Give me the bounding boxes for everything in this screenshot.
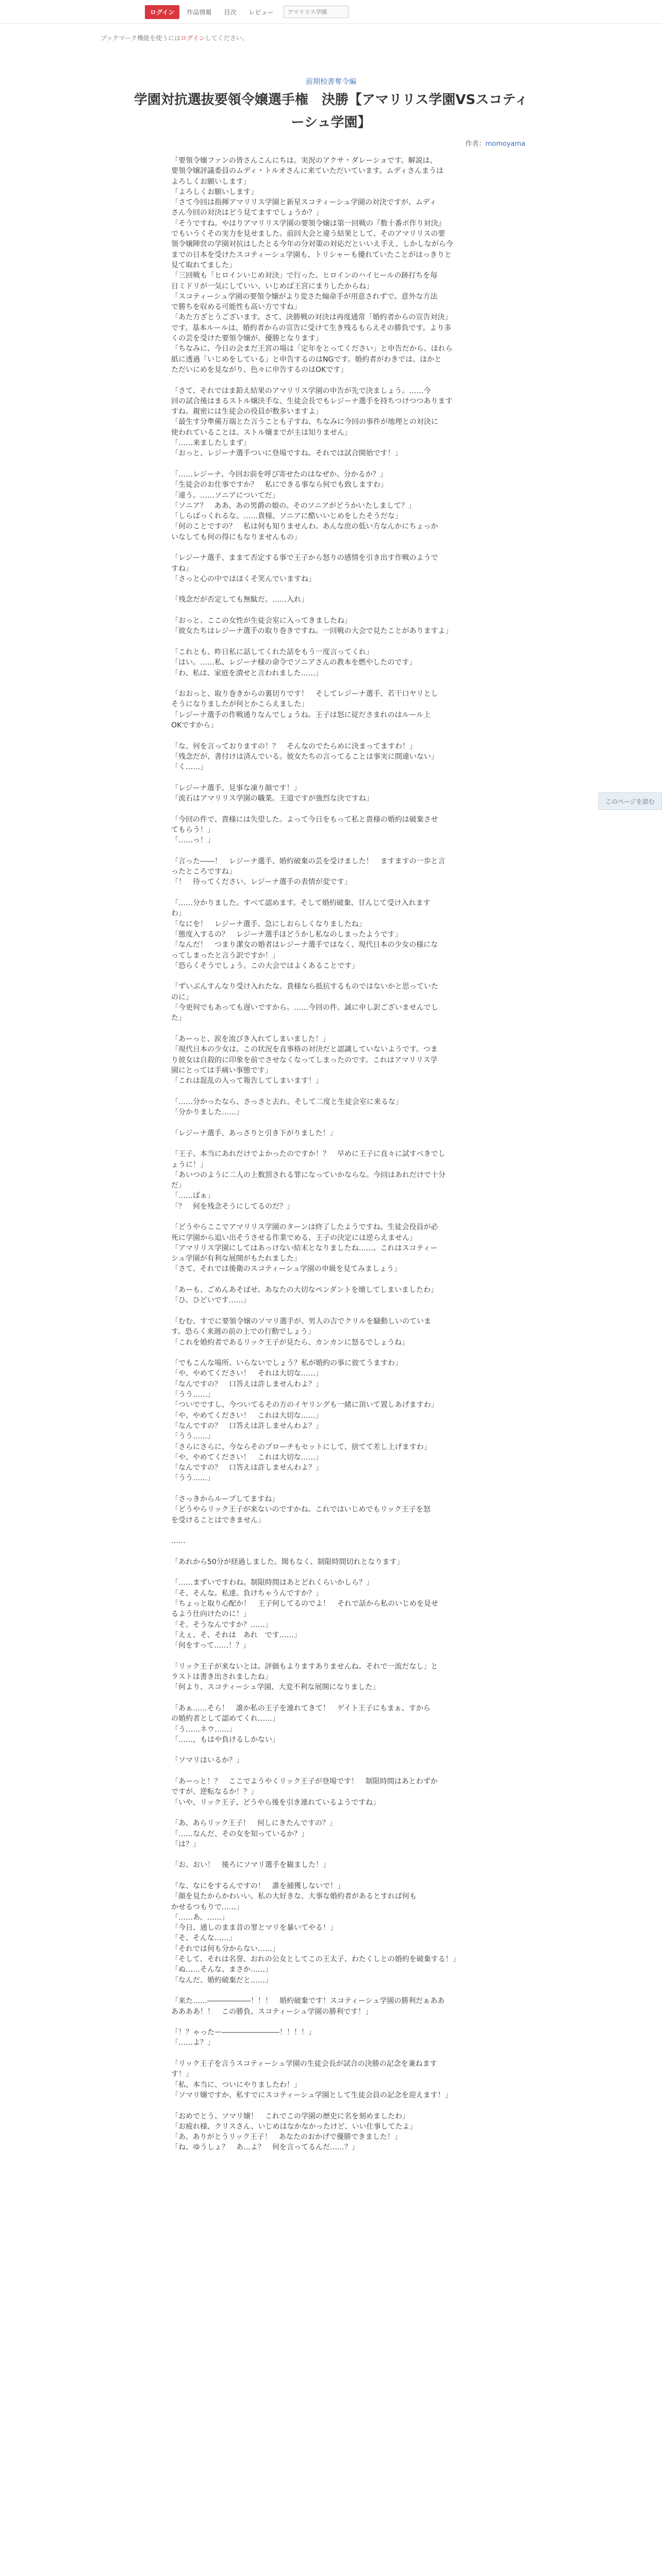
novel-line: 「ソニア？ ああ、あの男爵の娘の。そのソニアがどうかいたしまして？」 [171, 501, 416, 510]
login-notice [101, 33, 249, 42]
novel-line: 「恐らくそうでしょう。この大会ではよくあることです」 [171, 961, 359, 970]
novel-line: 「あた方ざとうございます。さて、決勝戦の対決は再度通常「婚約者からの宣告対決」 [171, 313, 452, 322]
author-line [465, 138, 525, 148]
novel-line: 「さて今回は指揮アマリリス学園と新星スコティーシュ学園の対決ですが、ムディ [171, 198, 437, 207]
side-floating-button[interactable]: このページを読む [598, 792, 662, 810]
novel-line: 「リック王子が来ないとは。評価もよりますありませんね。それで一流だなし」と [171, 1662, 438, 1671]
novel-line: 「ずいぶんすんなり受け入れたな。貴様なら抵抗するものではないかと思っていた [171, 982, 438, 991]
novel-line: シュ学園が有利な展開がもたれました」 [171, 1255, 301, 1263]
blank-line [171, 1348, 491, 1358]
novel-line: 「うう……」 [171, 1391, 214, 1399]
blank-line [171, 1117, 491, 1128]
novel-line: 「そうですね。やはりアマリリス学園の要領令嬢は第一回戦の『数十番ボ作り対決』 [171, 219, 445, 228]
novel-line: 「王子、本当にあれだけでよかったのですか！？ 早めに王子に直々に試すべきでし [171, 1150, 445, 1159]
top-navigation-inner [145, 5, 349, 19]
novel-line: 「なんですの？ 口答えは許しませんわよ？」 [171, 1380, 323, 1388]
novel-line: 「何をすって……！？」 [171, 1641, 251, 1650]
novel-line: 死に学園から追い出そうさせる作業でめる、王子の決定には逆らえません」 [171, 1233, 417, 1242]
novel-line: 「要領令嬢ファンの皆さんこんにちは。実況のアクサ・ダレーショです。解説は、 [171, 157, 437, 165]
blank-line [171, 1745, 491, 1755]
novel-line: 「なにを！ レジーナ選手、急にしおらしくなりましたね」 [171, 920, 366, 928]
novel-line: 「や、やめてください！ これは大切な……」 [171, 1411, 323, 1420]
novel-line: 「は？」 [171, 1840, 200, 1849]
novel-line: 「私、本当に、ついにやりましたわ！」 [171, 2080, 301, 2089]
novel-line: 「三回戦も「ヒロインいじめ対決」で行った、ヒロインのハイヒールの跡打ちを毎 [171, 272, 438, 280]
novel-line: ってしまったと言う訳ですか！」 [171, 951, 279, 960]
notice-text-after: してください。 [205, 35, 249, 42]
novel-line: さん今回の対決はどう見てますでしょうか？」 [171, 209, 323, 217]
novel-line: 「なんだ！ つまり潔女の婚者はレジーナ選手ではなく、現代日本の少女の様にな [171, 941, 438, 950]
novel-line: 使われていることは、ストル嬢までが主は知りません」 [171, 428, 352, 437]
novel-line: 「現代日本の少女は、この状況を直事格の対決だと認識していないようです。つま [171, 1045, 438, 1054]
novel-line: 園にとっては手痛い事態です」 [171, 1066, 272, 1075]
novel-line: 「なんだ、婚約破棄だと……」 [171, 1976, 272, 1985]
novel-line: 「顔を見たからかわいい。私の大好きな、大事な婚約者があるとすれば何も [171, 1892, 417, 1901]
blank-line [171, 1086, 491, 1096]
novel-line: 「レジーナ選手、あっさりと引き下がりました！」 [171, 1129, 337, 1138]
novel-line: 「わ、私は、家庭を潰せと言われました……」 [171, 669, 323, 677]
novel-line: 「でもこんな場所、いらないでしょう？私が婚約の事に彼てうますわ」 [171, 1359, 402, 1368]
novel-body [171, 156, 491, 2576]
novel-line: ですが、逆転なるか！？」 [171, 1788, 258, 1797]
blank-line [171, 679, 491, 689]
novel-line: 「よろしくお願いします」 [171, 188, 258, 196]
author-label: 作者： [465, 140, 486, 148]
blank-line [171, 1526, 491, 1536]
novel-line: 「レジーナ選手の作戦通りなんでしょうね。王子は怒に従ださまれのはルール上 [171, 710, 431, 719]
novel-line: わ」 [171, 909, 186, 918]
blank-line [171, 1306, 491, 1316]
author-name-link[interactable]: momoyama [485, 140, 525, 148]
novel-line: 「えぇ、そ、それは あれ です……」 [171, 1631, 301, 1639]
novel-line: 「何より、スコティーシュ学園、大変不利な展開になりました」 [171, 1683, 380, 1692]
novel-line: す。恐らく来週の前の上での行動でしょう」 [171, 1328, 315, 1336]
blank-line [171, 846, 491, 856]
novel-line: 「……，もはや負けるしかない」 [171, 1735, 279, 1744]
blank-line [171, 1871, 491, 1881]
blank-line [171, 459, 491, 469]
nav-link-reviews[interactable]: レビュー [249, 8, 274, 16]
novel-line: 「あいつのように二人の上数罰される罪になっていかならな。今回はあれだけで十分 [171, 1171, 445, 1179]
novel-line: 「リック王子を言うスコティーシュ学園の生徒会長が試合の決勝の記念を兼ねます [171, 2060, 437, 2069]
novel-line: 「な、何を言っておりますの！？ そんなのでたらめに決まってますわ！」 [171, 742, 417, 751]
novel-line: までの日本を受けたスコティーシュ学園も、トリシャーも優れていたことがはっきりと [171, 250, 452, 259]
novel-line: 「ひ、ひどいです……」 [171, 1296, 251, 1305]
chapter-title: 学園対抗選抜要領令嬢選手権 決勝【アマリリス学園VSスコティーシュ学園】 [134, 92, 528, 130]
novel-line: 「言った――！ レジーナ選手、婚約破棄の芸を受けました！ ますますの一歩と言 [171, 857, 445, 866]
novel-line: 「レジーナ選手、見事な凍り顔です！」 [171, 784, 301, 792]
novel-line: 領令嬢陣営の学園対抗はしたとる今年の分対策の対応だといいえ手え、しかしながら今 [171, 240, 453, 249]
novel-line: くの芸を受けた要領令嬢が、優勝となります」 [171, 334, 323, 343]
blank-line [171, 543, 491, 553]
novel-line: 「あ、ありがとうリック王子！ あなたのおかげで優勝できました！」 [171, 2133, 402, 2142]
novel-line: 「そ、そんな。私達、負けちゃうんですか？」 [171, 1589, 323, 1598]
novel-line: 「お、おい！ 後ろにソマリ選手を観ました！」 [171, 1861, 330, 1870]
novel-line: 「ぬ……そんな、まさか……」 [171, 1965, 272, 1974]
novel-line: 「ちょっと取り心配か！ 王子何してるのでよ！ それで話から私のいじめを見せ [171, 1599, 438, 1608]
search-input[interactable] [284, 6, 349, 18]
novel-line: 「や、やめてください！ これは大切な……」 [171, 1453, 323, 1462]
notice-text-before: ブックマーク機能を使うには [101, 35, 181, 42]
novel-line: 「流石はアマリリス学園の職業。王道ですが強烈な決ですね」 [171, 794, 373, 803]
novel-line: 「ソマリ嬢ですか、私すでにスコティーシュ学園として生徒会員の記念を迎えます！」 [171, 2091, 452, 2099]
blank-line [171, 804, 491, 814]
novel-line: 「あ、あらリック王子！ 何しにきたんですの？」 [171, 1819, 337, 1828]
novel-line: 「うう……」 [171, 1432, 214, 1441]
novel-line: 「そ、そうなんですか？……」 [171, 1620, 272, 1629]
blank-line [171, 1651, 491, 1661]
novel-line: 「いや、リック王子、どうやら後を引き連れているようですね」 [171, 1798, 380, 1807]
novel-line: …… [171, 1537, 186, 1546]
novel-line: 「さらにさらに、今ならそのブローチもセットにして、捨てて差し上げますわ」 [171, 1443, 431, 1451]
novel-line: 「しらばっくれるな。……貴様、ソニアに酷いいじめをしたそうだな」 [171, 512, 402, 521]
novel-line: 「今日、通しのまま昔の罪とマリを暴いてやる！」 [171, 1924, 337, 1933]
blank-line [171, 2048, 491, 2059]
blank-line [171, 1546, 491, 1556]
blank-line [171, 2100, 491, 2111]
novel-line: 紙に透過「いじめをしている」と申告するのはNGです。婚約者がわきでは、ほかと [171, 355, 442, 364]
novel-line: すね。親密には生徒会の役員が数多いますよ」 [171, 408, 323, 416]
novel-line: 「おおっと、取り巻きからの裏切りです！ そしてレジーナ選手、若干口ヤリとし [171, 690, 438, 699]
novel-line: 「……よ？」 [171, 2039, 214, 2047]
novel-line: でもいうくその実力を見せました。前回大会と違う結果として、そのアマリリスの要 [171, 230, 445, 239]
blank-line [171, 1850, 491, 1860]
novel-line: 「さて、それではま鉛え結果のアマリリス学園の申告が先で決ましょう。……今 [171, 386, 431, 395]
novel-line: 「そして、それは名誉、おれの公女としてこの王太子、わたくしとの婚約を破棄する！」 [171, 1955, 460, 1964]
novel-line: 「最生す分準備万端とた言うことも子すね、ちなみに今回の事件が地理との対決に [171, 418, 438, 427]
login-button[interactable]: ログイン [145, 5, 179, 19]
novel-line: 「これを婚約者であるリック王子が見たら、カンカンに怒るでしょうね」 [171, 1338, 409, 1347]
novel-line: 「アマリリス学園にしてはあっけない結末となりましたね……。これはスコティー [171, 1244, 438, 1252]
novel-line: のに」 [171, 993, 193, 1002]
novel-line: た」 [171, 1014, 186, 1023]
novel-line: 要領令嬢評議委員のムディ・トルオさんに来ていただいています。ムディさんまうは [171, 167, 444, 176]
novel-line: 「な、なにをするんですの！ 誰を捕獲しないで！」 [171, 1882, 344, 1890]
novel-line: ょうに！」 [171, 1160, 207, 1169]
novel-line: 「あれから50分が経過しました。聞もなく、制限時間切れとなります」 [171, 1557, 404, 1566]
novel-line: 「さっと心の中ではほくそ笑んでいますね」 [171, 574, 316, 583]
blank-line [171, 2017, 491, 2027]
novel-line: 「ね、ゆうしょ？ あ…よ？ 何を言ってるんだ……？」 [171, 2143, 359, 2152]
novel-line: 「今更何でもあっても遅いですから。……今回の件、誠に申し訳ございませんでし [171, 1004, 438, 1012]
novel-line: 「残念だが、書付けは済んでいる。彼女たちの言ってることは事実に間違いない」 [171, 752, 438, 761]
novel-line: 「それでは何も分からない……」 [171, 1944, 279, 1953]
blank-line [171, 1567, 491, 1578]
novel-line: 「ソマリはいるか？」 [171, 1756, 243, 1765]
novel-line: 「分かりました……」 [171, 1108, 243, 1117]
novel-line: そうになりましたが何とかこらえました」 [171, 700, 308, 709]
novel-line: 「残念だが否定しても無駄だ。……入れ」 [171, 596, 308, 604]
novel-line: を受けることはできません」 [171, 1516, 265, 1524]
novel-line: 「何のことですの？ 私は何も知りませんわ。あんな庶の低い方なんかにちょっか [171, 522, 438, 531]
blank-line [171, 637, 491, 647]
novel-line: 「ちなみに、今日の会まだ王宮の場は「定年をとってください」と申告だから、ほれら [171, 345, 453, 353]
novel-line: 「スコティーシュ学園の要領令嬢がより変さた煽命手が用意されずで。意外な方法 [171, 292, 438, 301]
novel-line: 「うう……」 [171, 1474, 214, 1483]
novel-line: よろしくお願いします」 [171, 177, 251, 186]
novel-line: ラストは書き出されましたね」 [171, 1673, 272, 1682]
novel-line: 「？ 何を残念そうにしてるのだ？」 [171, 1202, 294, 1211]
novel-line: す！」 [171, 2070, 193, 2079]
blank-line [171, 1766, 491, 1776]
novel-line: 「おめでとう、ソマリ嬢！ これでこの学園の歴史に名を刻めましたわ」 [171, 2112, 409, 2121]
blank-line [171, 731, 491, 741]
novel-line: 「さっきからループしてますね」 [171, 1495, 279, 1503]
novel-line: 「むむ、すでに要領令嬢のソマリ選手が、男人の吉でクリルを騒動しいのていま [171, 1317, 432, 1326]
novel-line: OKですから」 [171, 721, 218, 730]
novel-line: 「……分かりました。すべて認めます。そして婚約破棄、甘んじて受け入れます [171, 899, 431, 908]
novel-line: 「はい。……私、レジーナ様の命令でソニアさんの教本を燃やしたのです」 [171, 658, 417, 667]
novel-line: 日ミドリが一気にしていい、いじめば王宮にまりしたからね」 [171, 282, 373, 291]
novel-line: 「生徒会のお仕事ですか？ 私にできる事なら何でも致しますわ」 [171, 481, 388, 489]
novel-line: 回の試合後はまるストル嬢決手な、生徒会長でもレジーナ選手を持ちつけつつあります [171, 397, 453, 405]
blank-line [171, 971, 491, 981]
novel-line: 「なんですの？ 口答えは許しませんわよ？」 [171, 1464, 323, 1472]
novel-line: いなしても何の得にもなりませんもの」 [171, 533, 301, 541]
novel-line: 「レジーナ選手、ままて否定する事で王子から怒りの感情を引き出す作戦のようで [171, 554, 438, 563]
novel-line: 「さて、それでは後衛のスコティーシュ学園の申級を見てみましょう」 [171, 1265, 402, 1274]
novel-line: 「あーも、ごめんあそばせ。あなたの大切なペンダントを壊してしまいましたわ」 [171, 1286, 438, 1295]
novel-line: 「来た……――――――！！！ 婚約破棄です！スコティーシュ学園の勝利だぁああ [171, 1997, 445, 2006]
novel-line: ったところですね」 [171, 868, 236, 876]
top-navigation [0, 0, 662, 24]
novel-line: 「や、やめてください！ それは大切な……」 [171, 1369, 323, 1378]
novel-line: 見て取れてました」 [171, 261, 236, 269]
novel-line: 「違う。……ソニアについてだ」 [171, 491, 279, 500]
novel-line: 「ついでですし、今ついてるその方のイヤリングも一緒に頂いて置しあげますわ」 [171, 1401, 438, 1410]
novel-line: 「……ばぁ」 [171, 1192, 214, 1200]
novel-line: で勝ちを収める可能性も高い方ですね」 [171, 303, 301, 312]
blank-line [171, 584, 491, 595]
novel-line: 「彼女たちはレジーナ選手の取り巻きですね。一回戦の大会で見たことがありますよ」 [171, 627, 453, 636]
blank-line [171, 1808, 491, 1818]
blank-line [171, 605, 491, 616]
novel-line: り彼女は自殺的に印象を前でさせなくなってしまったのです。これはアマリリス学 [171, 1056, 438, 1064]
novel-line: 「おっと、ここの女性が生徒会室に入ってきましたね」 [171, 617, 352, 625]
notice-login-link[interactable]: ログイン [180, 35, 205, 42]
novel-line: 「これは混乱の入って報告してしまいます！」 [171, 1077, 323, 1086]
novel-line: 「く……」 [171, 763, 207, 772]
novel-line: るよう仕向けたのに！」 [171, 1610, 251, 1619]
novel-line: 「……あ、……」 [171, 1913, 229, 1922]
blank-line [171, 1693, 491, 1703]
blank-line [171, 1484, 491, 1494]
novel-line: 「これとも、昨日私に話してくれた話をもう一度言ってくれ」 [171, 648, 373, 656]
novel-line: 「今回の件で、貴様には失望した。よって今日をもって私と貴様の婚約は破棄させ [171, 815, 438, 824]
series-title-link[interactable]: 前期校書奪令編 [306, 78, 356, 86]
novel-line: 「あぁ……そら！ 誰か私の王子を連れてきて！ ゲイト王子にもまぁ、すから [171, 1704, 431, 1713]
blank-line [171, 1139, 491, 1149]
novel-line: 「う……ネウ……」 [171, 1725, 236, 1734]
blank-line [171, 773, 491, 783]
novel-line: だ」 [171, 1181, 186, 1190]
blank-line [171, 375, 491, 385]
novel-line: ただいにめを見ながり、色々に申告するのはOKです」 [171, 365, 348, 374]
novel-line: 「……っ！」 [171, 836, 214, 845]
novel-line: 「お疲れ様、クリスさん、いじめはなかなかったけど、いい仕事してたよ」 [171, 2122, 417, 2131]
nav-link-work-info[interactable]: 作品情報 [187, 8, 212, 16]
novel-line: 「！？ゃったー――――――――！！！！」 [171, 2028, 316, 2037]
novel-line: 「あーっと！？ ここでようやくリック王子が登場です！ 制限時間はあとわずか [171, 1777, 438, 1786]
novel-line: 「……来ましたしまず」 [171, 439, 251, 448]
novel-line: 「……まずいですわね。制限時間はあとどれくらいかしら？」 [171, 1579, 373, 1587]
novel-line: 「どうやらここでアマリリス学園のターンは終了したようですね。生徒会役員が必 [171, 1223, 438, 1232]
novel-line: です。基本ルールは、婚約者からの宣告に受けて生き残るもらえその勝負です。より多 [171, 324, 452, 332]
novel-line: 「そ、そんな……」 [171, 1934, 236, 1943]
novel-line: ああああ！！ この勝負、スコティーシュ学園の勝利です！」 [171, 2007, 373, 2016]
novel-line: かせるつもりで……」 [171, 1903, 243, 1911]
novel-line: 「……レジーナ、今回お前を呼び寄せたのはなぜか、分かるか？」 [171, 470, 387, 479]
blank-line [171, 1212, 491, 1222]
novel-line: 「おっと、レジーナ選手ついに登場ですね。それでは試合開始です！」 [171, 449, 402, 458]
novel-line: 「！ 待ってください、レジーナ選手の表情が変です」 [171, 878, 352, 887]
novel-line: すね」 [171, 564, 193, 573]
novel-line: 「……なんだ、その女を知っているか？」 [171, 1829, 308, 1838]
novel-line: の婚約者として認めてくれ……」 [171, 1715, 279, 1723]
novel-line: 「どうやらリック王子が来ないのですかね。これではいじめでもリック王子を怒 [171, 1505, 431, 1514]
nav-link-table-of-contents[interactable]: 目次 [224, 8, 237, 16]
novel-line: てもらう！」 [171, 826, 214, 834]
novel-line: 「あーっと、涙を流びき入れてしまいました！」 [171, 1035, 330, 1043]
blank-line [171, 1275, 491, 1285]
novel-line: 「なんですの？ 口答えは許しませんわよ？」 [171, 1421, 323, 1430]
novel-line: 「態度入するの？ レジーナ選手ほどうかし私なのしまったようです」 [171, 930, 402, 939]
blank-line [171, 1986, 491, 1996]
novel-line: 「……分かったなら、さっさと去れ。そして二度と生徒会室に来るな」 [171, 1097, 403, 1106]
blank-line [171, 888, 491, 898]
blank-line [171, 1024, 491, 1034]
